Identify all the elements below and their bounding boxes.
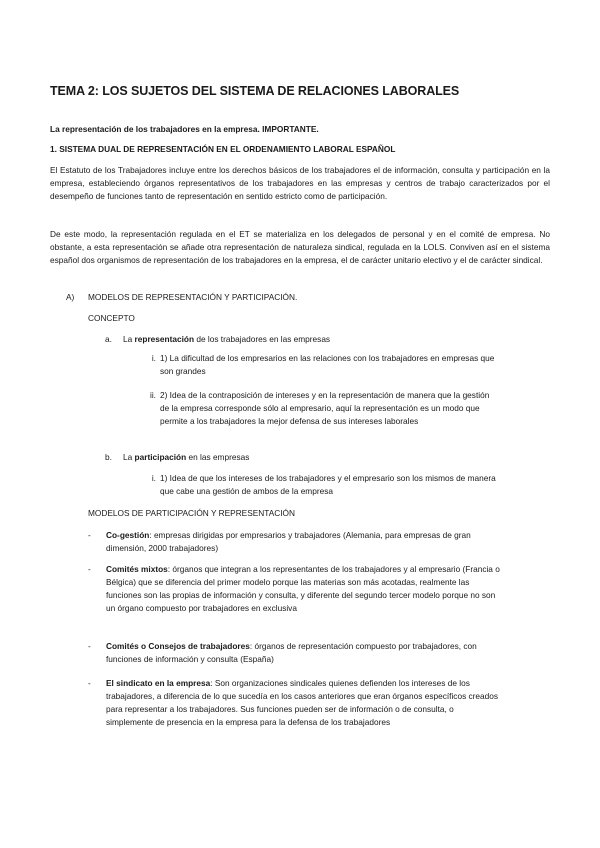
paragraph-estatuto: El Estatuto de los Trabajadores incluye entre los derechos básicos de los trabajadores el de información, consulta y participación en la empresa, estableciendo órganos representativos de los trabajadores en las empresas y centros de trabajo caracterizados por el desempeño de funciones tanto de representación en sentido estricto como de participación. bbox=[50, 165, 550, 201]
bullet-text bbox=[106, 677, 500, 729]
bullet-description: : órganos de representación compuesto por trabajadores, con funciones de información y consulta (España) bbox=[106, 641, 477, 664]
list-marker: ii. bbox=[150, 390, 156, 400]
sub-item-b-bold: participación bbox=[134, 452, 187, 462]
bullet-marker: - bbox=[88, 564, 91, 574]
section-heading: 1. SISTEMA DUAL DE REPRESENTACIÓN EN EL ORDENAMIENTO LABORAL ESPAÑOL bbox=[50, 144, 396, 154]
bullet-item bbox=[88, 529, 500, 555]
modelos-heading: MODELOS DE PARTICIPACIÓN Y REPRESENTACIÓN bbox=[88, 508, 296, 518]
list-marker: b. bbox=[105, 452, 112, 462]
bullet-term: El sindicato en la empresa bbox=[106, 678, 211, 688]
roman-item-text: 2) Idea de la contraposición de intereses y en la representación de manera que la gestión de la empresa corresponde sólo al empresario, aquí la representación es un modo que permite a los trabajadores la mejor defensa de sus intereses laborales bbox=[160, 390, 490, 426]
sub-item-b-pre: La bbox=[123, 452, 135, 462]
list-marker: i. bbox=[151, 473, 156, 483]
roman-item-text: 1) Idea de que los intereses de los trabajadores y el empresario son los mismos de manera que cabe una gestión de ambos de la empresa bbox=[160, 473, 496, 496]
outline-item-a-label: MODELOS DE REPRESENTACIÓN Y PARTICIPACIÓN. bbox=[88, 292, 298, 302]
list-marker: a. bbox=[105, 334, 112, 344]
bullet-text bbox=[106, 640, 500, 666]
sub-item-a bbox=[105, 334, 330, 344]
page-title: TEMA 2: LOS SUJETOS DEL SISTEMA DE RELACIONES LABORALES bbox=[50, 84, 460, 98]
bullet-description: : órganos que integran a los representantes de los trabajadores y al empresario (Francia o Bélgica) que se diferencia del primer modelo porque las materias son más acotadas, realmente las funciones son las propias de información y consulta, y diferente del segundo tercer modelo porque no son un órgano compuesto por trabajadores en exclusiva bbox=[106, 564, 500, 613]
bullet-item bbox=[88, 677, 500, 729]
subtitle: La representación de los trabajadores en la empresa. IMPORTANTE. bbox=[50, 124, 319, 134]
bullet-term: Comités mixtos bbox=[106, 564, 168, 574]
bullet-term: Comités o Consejos de trabajadores bbox=[106, 641, 250, 651]
sub-item-a-pre: La bbox=[123, 334, 135, 344]
bullet-item bbox=[88, 640, 500, 666]
bullet-marker: - bbox=[88, 641, 91, 651]
roman-item bbox=[140, 389, 500, 428]
bullet-description: : empresas dirigidas por empresarios y trabajadores (Alemania, para empresas de gran dimensión, 2000 trabajadores) bbox=[106, 530, 471, 553]
sub-item-a-post: de los trabajadores en las empresas bbox=[194, 334, 331, 344]
sub-item-b-post: en las empresas bbox=[186, 452, 250, 462]
bullet-term: Co-gestión bbox=[106, 530, 150, 540]
bullet-item bbox=[88, 563, 500, 615]
outline-item-a bbox=[66, 292, 297, 302]
bullet-text bbox=[106, 529, 500, 555]
paragraph-representacion: De este modo, la representación regulada en el ET se materializa en los delegados de personal y en el comité de empresa. No obstante, a esta representación se añade otra representación de naturaleza sindical, regulada en la LOLS. Conviven así en el sistema español dos organismos de representación de los trabajadores en la empresa, el de carácter unitario electivo y el de carácter sindical. bbox=[50, 229, 550, 265]
roman-item bbox=[140, 352, 500, 378]
sub-item-a-bold: representación bbox=[134, 334, 195, 344]
roman-item bbox=[140, 472, 500, 498]
bullet-description: : Son organizaciones sindicales quienes defienden los intereses de los trabajadores, a diferencia de lo que sucedía en los casos anteriores que eran órganos específicos creados para representar a los trabajadores. Sus funciones pueden ser de información o de consulta, o simplemente de presencia en la empresa para la defensa de los trabajadores bbox=[106, 678, 499, 727]
roman-item-text: 1) La dificultad de los empresarios en las relaciones con los trabajadores en empresas que son grandes bbox=[160, 353, 495, 376]
bullet-text bbox=[106, 563, 500, 615]
bullet-marker: - bbox=[88, 530, 91, 540]
concepto-heading: CONCEPTO bbox=[88, 313, 135, 323]
list-marker: i. bbox=[151, 353, 156, 363]
sub-item-b bbox=[105, 452, 249, 462]
list-marker: A) bbox=[66, 292, 75, 302]
bullet-marker: - bbox=[88, 678, 91, 688]
